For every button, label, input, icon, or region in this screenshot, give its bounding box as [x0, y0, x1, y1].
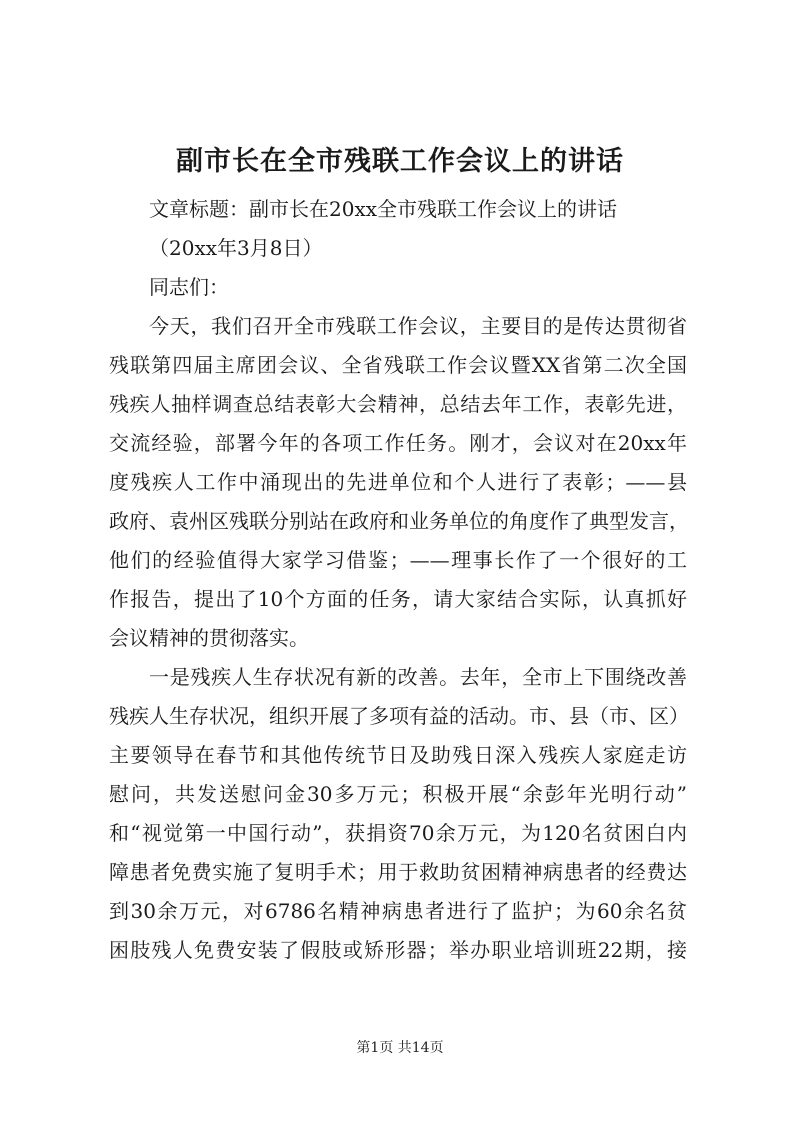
- text-line: 会议精神的贯彻落实。: [109, 626, 309, 650]
- text-line: 作报告，提出了10个方面的任务，请大家结合实际，认真抓好: [109, 587, 687, 611]
- text-line: 慰问，共发送慰问金30多万元；积极开展“余彭年光明行动”: [109, 782, 687, 806]
- text-line: 和“视觉第一中国行动”，获捐资70余万元，为120名贫困白内: [109, 821, 687, 845]
- text-line: 同志们：: [149, 275, 229, 299]
- text-line: 残疾人生存状况，组织开展了多项有益的活动。市、县（市、区）: [109, 704, 689, 728]
- page-footer: 第1页 共14页: [356, 1040, 444, 1056]
- text-line: 他们的经验值得大家学习借鉴；——理事长作了一个很好的工: [109, 548, 687, 572]
- text-line: 文章标题：副市长在20xx全市残联工作会议上的讲话: [149, 197, 618, 221]
- text-line: 政府、袁州区残联分别站在政府和业务单位的角度作了典型发言，: [109, 509, 689, 533]
- text-line: 主要领导在春节和其他传统节日及助残日深入残疾人家庭走访: [109, 743, 687, 767]
- page-title: 副市长在全市残联工作会议上的讲话: [176, 146, 624, 177]
- text-line: 残疾人抽样调查总结表彰大会精神，总结去年工作，表彰先进，: [109, 392, 687, 416]
- text-line: （20xx年3月8日）: [149, 236, 323, 260]
- text-line: 一是残疾人生存状况有新的改善。去年，全市上下围绕改善: [149, 665, 687, 689]
- text-line: 到30余万元，对6786名精神病患者进行了监护；为60余名贫: [109, 899, 687, 923]
- text-line: 障患者免费实施了复明手术；用于救助贫困精神病患者的经费达: [109, 860, 687, 884]
- text-line: 困肢残人免费安装了假肢或矫形器；举办职业培训班22期，接: [109, 938, 687, 962]
- text-line: 度残疾人工作中涌现出的先进单位和个人进行了表彰；——县: [109, 470, 687, 494]
- document-body: [109, 190, 687, 970]
- text-line: 残联第四届主席团会议、全省残联工作会议暨XX省第二次全国: [109, 353, 687, 377]
- text-line: 交流经验，部署今年的各项工作任务。刚才，会议对在20xx年: [109, 431, 687, 455]
- text-line: 今天，我们召开全市残联工作会议，主要目的是传达贯彻省: [149, 314, 687, 338]
